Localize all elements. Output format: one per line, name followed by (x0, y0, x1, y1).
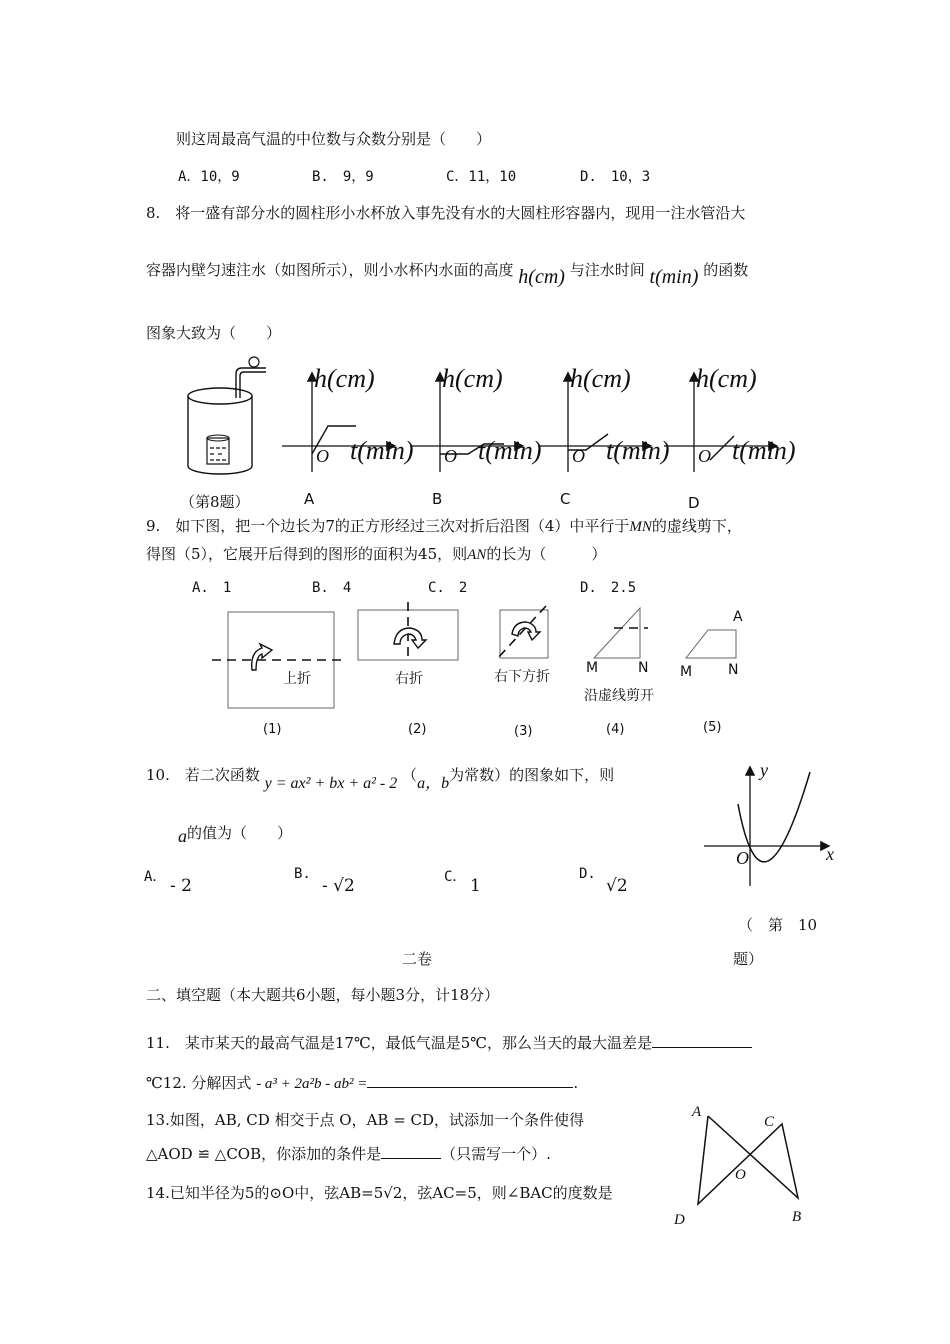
q8-line2c: 的函数 (703, 261, 749, 279)
q13-answer-blank[interactable] (381, 1144, 441, 1159)
q9-fold-label-4: 沿虚线剪开 (584, 688, 654, 704)
q13-text2: △AOD ≌ △COB，你添加的条件是 (146, 1145, 382, 1163)
q9-fig-number-1: (1) (263, 722, 282, 737)
section-juan: 二卷 (402, 950, 433, 968)
q8-graph-origin: O (698, 446, 711, 466)
q10-prefix: 10. 若二次函数 (146, 766, 260, 784)
q8-graph-t-label: t(min) (350, 436, 414, 465)
q9-fold-figure-3 (494, 604, 554, 662)
q8-graph-origin: O (572, 446, 585, 466)
q10-var-a: a (178, 826, 187, 846)
q8-graph-h-label: h(cm) (442, 364, 503, 393)
q8-graph-letter: B (432, 490, 443, 508)
q7-option-c: C．11，10 (446, 169, 517, 185)
q8-graph-t-label: t(min) (606, 436, 670, 465)
q10-option-c-value: 1 (470, 876, 481, 896)
q7-text: 则这周最高气温的中位数与众数分别是（ ） (176, 130, 492, 148)
q9-fold-figure-5 (684, 626, 744, 660)
q9-fig-number-4: (4) (606, 722, 625, 737)
q8-container-figure (176, 354, 276, 484)
q12-end: . (573, 1074, 579, 1092)
q9-option-b: B. 4 (312, 580, 352, 596)
section-heading: 二、填空题（本大题共6小题，每小题3分，计18分） (146, 986, 500, 1004)
q12-expr: - a³ + 2a²b - ab² = (256, 1076, 368, 1092)
q7-option-b: B. 9，9 (312, 169, 374, 185)
q8-graph-origin: O (316, 446, 329, 466)
q8-graph-h-label: h(cm) (696, 364, 757, 393)
q9-line1a: 9. 如下图，把一个边长为7的正方形经过三次对折后沿图（4）中平行于 (146, 517, 630, 535)
q9-line2b: 的长为（ ） (486, 545, 607, 563)
q8-graph-h-label: h(cm) (570, 364, 631, 393)
q9-line1b: 的虚线剪下， (651, 517, 742, 535)
q9-fold-figure-2 (356, 600, 460, 664)
q13-line1: 13.如图，AB, CD 相交于点 O，AB = CD，试添加一个条件使得 (146, 1111, 585, 1129)
q12-answer-blank[interactable] (367, 1073, 573, 1088)
q9-fig4-n: N (638, 660, 649, 676)
q8-line1: 8. 将一盛有部分水的圆柱形小水杯放入事先没有水的大圆柱形容器内，现用一注水管沿大 (146, 204, 746, 222)
q11-answer-blank[interactable] (652, 1033, 752, 1048)
q8-line2 (146, 258, 749, 288)
q9-fig-number-3: (3) (514, 724, 533, 739)
q9-fig-number-2: (2) (408, 722, 427, 737)
q13-fig-o: O (735, 1167, 746, 1183)
q13-fig-d: D (674, 1212, 685, 1228)
q10-const-ab: a，b (417, 775, 450, 792)
q13-figure (690, 1110, 810, 1210)
q9-line2a: 得图（5），它展开后得到的图形的面积为45，则 (146, 545, 468, 563)
q9-fig-number-5: (5) (703, 720, 722, 735)
q10-graph-y: y (760, 760, 768, 780)
q10-option-b-value: - √2 (322, 876, 355, 896)
q10-option-a-value: - 2 (170, 876, 192, 896)
q9-mn: MN (629, 519, 652, 535)
q8-graph-letter: A (304, 490, 315, 508)
q8-graph-letter: D (688, 494, 700, 512)
q9-fig5-m: M (680, 664, 693, 680)
q8-graph-t-label: t(min) (732, 436, 796, 465)
q9-fold-figure-4 (590, 604, 650, 660)
q10-suffix-b: 为常数）的图象如下，则 (449, 766, 615, 784)
q8-graph-h-label: h(cm) (314, 364, 375, 393)
q9-fold-label-3: 右下方折 (494, 669, 550, 685)
q13-fig-c: C (764, 1114, 775, 1130)
q10-line1 (146, 762, 615, 792)
q9-fig5-a: A (733, 609, 743, 625)
q9-fold-figure-1 (210, 610, 350, 710)
q9-option-c: C. 2 (428, 580, 468, 596)
q8-line3: 图象大致为（ ） (146, 324, 282, 342)
q9-line1 (146, 515, 742, 536)
q8-figure-caption: （第8题） (180, 493, 250, 511)
q10-option-d-letter: D. (579, 866, 596, 882)
q10-graph-o: O (736, 848, 749, 868)
q9-line2 (146, 543, 606, 564)
q11-text: 11. 某市某天的最高气温是17℃，最低气温是5℃，那么当天的最大温差是 (146, 1034, 653, 1052)
q10-graph-x: x (826, 844, 834, 864)
q10-option-b-letter: B. (294, 866, 311, 882)
q9-fig5-n: N (728, 662, 739, 678)
q10-line2-text: 的值为（ ） (187, 824, 293, 842)
q9-option-d: D. 2.5 (580, 580, 637, 596)
q8-t-unit: t(min) (649, 266, 699, 288)
q13-fig-a: A (692, 1104, 702, 1120)
q12-line (146, 1072, 578, 1093)
q13-text2-end: （只需写一个）. (441, 1145, 551, 1163)
q7-option-a: A．10，9 (178, 169, 240, 185)
q9-fig4-m: M (586, 660, 599, 676)
q14-line: 14.已知半径为5的⊙O中，弦AB=5√2，弦AC=5，则∠BAC的度数是 (146, 1184, 613, 1202)
q9-fold-label-2: 右折 (395, 671, 423, 687)
q10-caption-line1: （ 第 10 (738, 916, 818, 934)
q9-an: AN (467, 547, 487, 563)
q13-line2 (146, 1143, 551, 1164)
q11-line (146, 1032, 752, 1053)
q8-graph-t-label: t(min) (478, 436, 542, 465)
q8-graph-letter: C (560, 490, 571, 508)
q13-fig-b: B (792, 1209, 802, 1225)
q8-line2a: 容器内壁匀速注水（如图所示），则小水杯内水面的高度 (146, 261, 514, 279)
q10-formula: y = ax² + bx + a² - 2 (264, 775, 398, 792)
q10-suffix-a: （ (402, 766, 418, 784)
q10-option-a-letter: A． (144, 869, 167, 885)
q7-option-d: D. 10，3 (580, 169, 651, 185)
q8-line2b: 与注水时间 (569, 261, 645, 279)
q10-parabola-graph (700, 762, 840, 892)
q9-fold-label-1: 上折 (283, 671, 311, 687)
q8-h-unit: h(cm) (518, 266, 565, 288)
q9-option-a: A. 1 (192, 580, 232, 596)
q8-graph-origin: O (444, 446, 457, 466)
q10-option-c-letter: C． (444, 869, 467, 885)
q10-line2 (178, 822, 293, 846)
q12-text: ℃12. 分解因式 (146, 1074, 252, 1092)
q10-caption-line2: 题） (733, 950, 764, 968)
q10-option-d-value: √2 (606, 876, 628, 896)
